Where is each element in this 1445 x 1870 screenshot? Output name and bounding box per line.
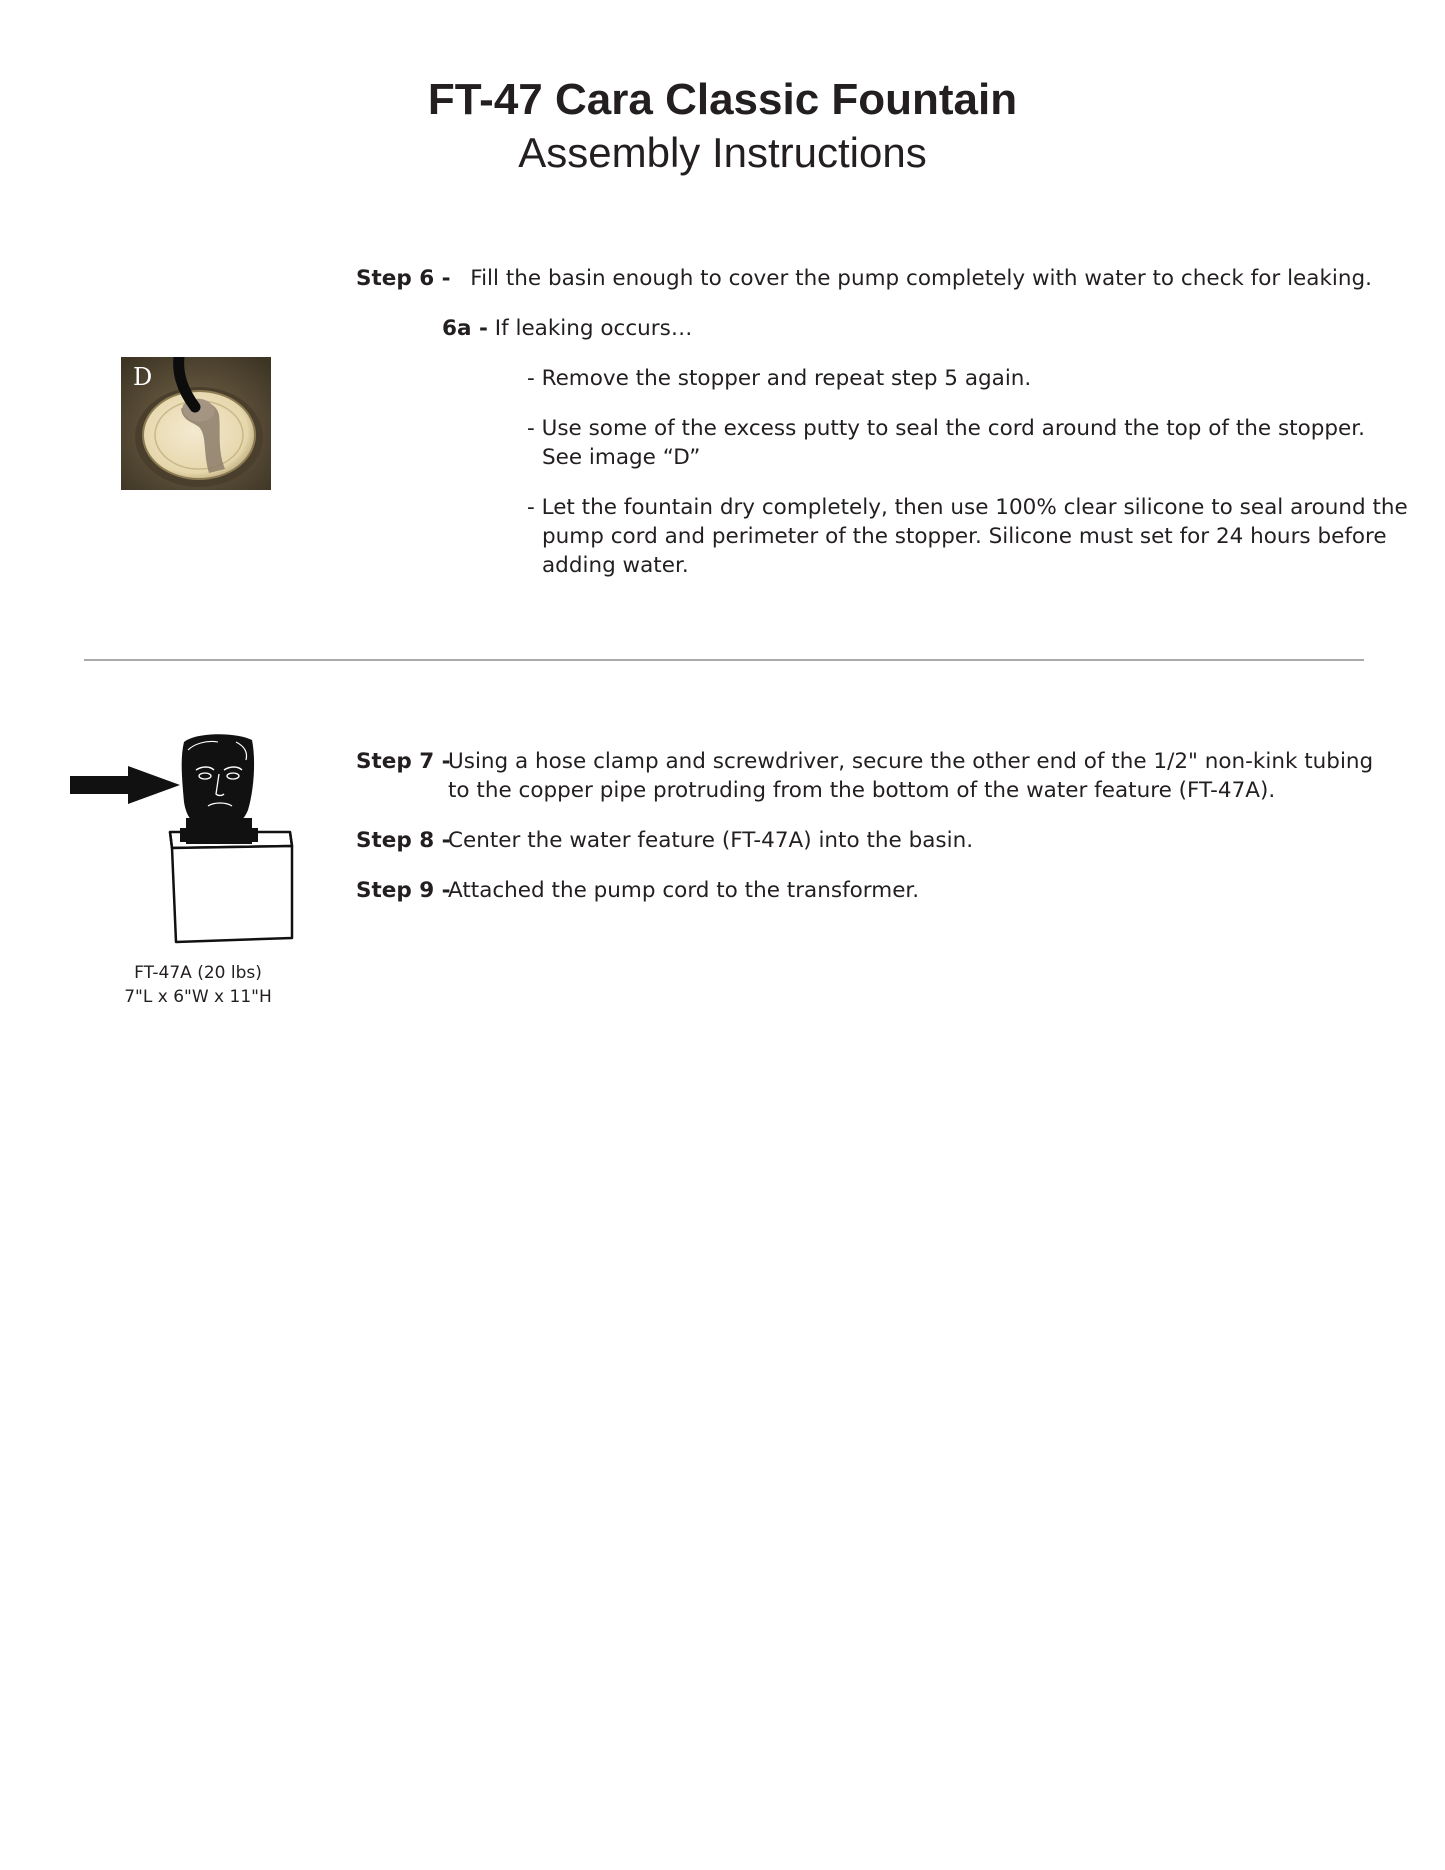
stopper-photo-d [121,357,271,490]
image-label-d: D [133,363,153,391]
step-6-text: Fill the basin enough to cover the pump completely with water to check for leaking. [470,266,1372,291]
bullet-silicone [527,493,1408,580]
bullet-line: - Let the fountain dry completely, then use 100% clear silicone to seal around the [527,495,1408,520]
arrow-right-icon [70,766,180,804]
step-6a [442,314,692,343]
water-feature-illustration [68,730,308,950]
page-subtitle: Assembly Instructions [518,129,927,176]
step-6-label: Step 6 - [356,266,451,291]
bullet-excess-putty [527,414,1365,472]
bullet-remove-stopper [527,364,1031,393]
figure-caption-model: FT-47A (20 lbs) [134,963,262,983]
step-9-label: Step 9 - [356,878,451,903]
step-6a-label: 6a - [442,316,488,341]
step-6a-text: If leaking occurs… [494,316,693,341]
step-7-line: Using a hose clamp and screwdriver, secure the other end of the 1/2" non-kink tubing [448,749,1374,774]
step-9-text: Attached the pump cord to the transformer. [448,878,920,903]
step-6 [356,264,1372,293]
section-divider [84,659,1364,661]
pedestal-box [170,832,292,942]
step-7-label [356,747,451,776]
page-title: FT-47 Cara Classic Fountain [427,75,1018,124]
bullet-line: - Remove the stopper and repeat step 5 again. [527,366,1032,391]
step-7-line: to the copper pipe protruding from the bottom of the water feature (FT-47A). [448,778,1276,803]
step-7-text [448,747,1373,805]
bullet-line: - Use some of the excess putty to seal the cord around the top of the stopper. [527,416,1365,441]
step-9 [356,876,451,905]
step-8 [356,826,451,855]
bullet-line: pump cord and perimeter of the stopper. Silicone must set for 24 hours before [542,524,1387,549]
step-7-label-text: Step 7 - [356,749,451,774]
head-sculpture [182,734,254,826]
figure-caption-dimensions: 7"L x 6"W x 11"H [124,987,272,1007]
bullet-line: adding water. [542,553,689,578]
step-8-text: Center the water feature (FT-47A) into the basin. [448,828,974,853]
bullet-line: See image “D” [542,445,701,470]
step-8-label: Step 8 - [356,828,451,853]
